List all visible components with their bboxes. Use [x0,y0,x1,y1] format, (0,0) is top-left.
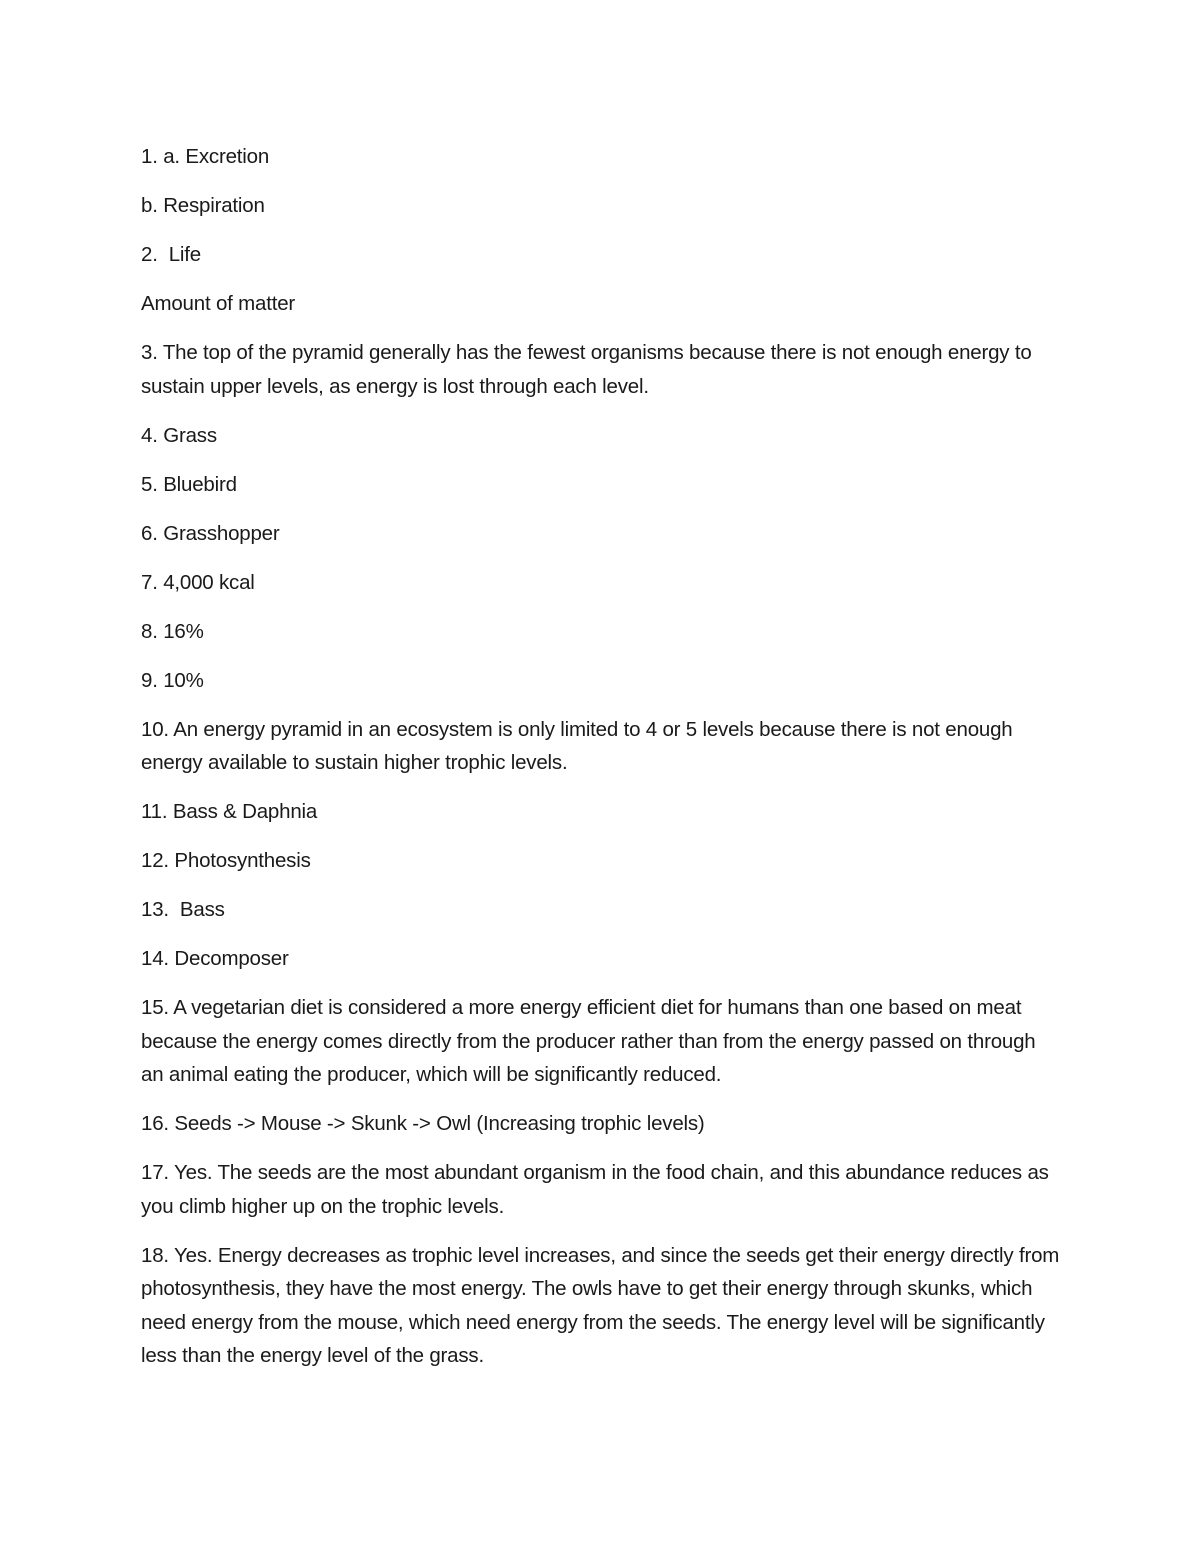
answer-6: 6. Grasshopper [141,521,280,545]
answer-2-continued: Amount of matter [141,292,296,315]
answer-13: 13. Bass [141,898,225,921]
answer-4: 4. Grass [141,423,217,447]
answer-15: 15. A vegetarian diet is considered a more energy efficient diet for humans than one based on meat because the energy comes directly from the producer rather than from the energy passed on through an animal eating the producer, which will be significantly reduced. [141,996,1042,1086]
answer-8: 8. 16% [141,619,204,643]
answer-12: 12. Photosynthesis [141,849,311,872]
answer-9: 9. 10% [141,668,204,692]
answer-14: 14. Decomposer [141,947,289,970]
answer-2: 2. Life [141,243,201,266]
answer-3: 3. The top of the pyramid generally has the fewest organisms because there is not enough energy to sustain upper levels, as energy is lost through each level. [141,341,1038,398]
answer-11: 11. Bass & Daphnia [141,800,318,823]
answer-17: 17. Yes. The seeds are the most abundant organism in the food chain, and this abundance reduces as you climb higher up on the trophic levels. [141,1161,1055,1218]
answer-16: 16. Seeds -> Mouse -> Skunk -> Owl (Increasing trophic levels) [141,1112,705,1135]
answer-18: 18. Yes. Energy decreases as trophic level increases, and since the seeds get their energy directly from photosynthesis, they have the most energy. The owls have to get their energy through skunks, which need energy from the mouse, which need energy from the seeds. The energy level will be significantly less than the energy level of the grass. [141,1243,1065,1367]
answer-10: 10. An energy pyramid in an ecosystem is only limited to 4 or 5 levels because there is not enough energy available to sustain higher trophic levels. [141,717,1019,774]
answer-1b: b. Respiration [141,194,265,217]
answer-7: 7. 4,000 kcal [141,570,255,594]
answer-1a: 1. a. Excretion [141,145,270,168]
answer-5: 5. Bluebird [141,472,237,496]
